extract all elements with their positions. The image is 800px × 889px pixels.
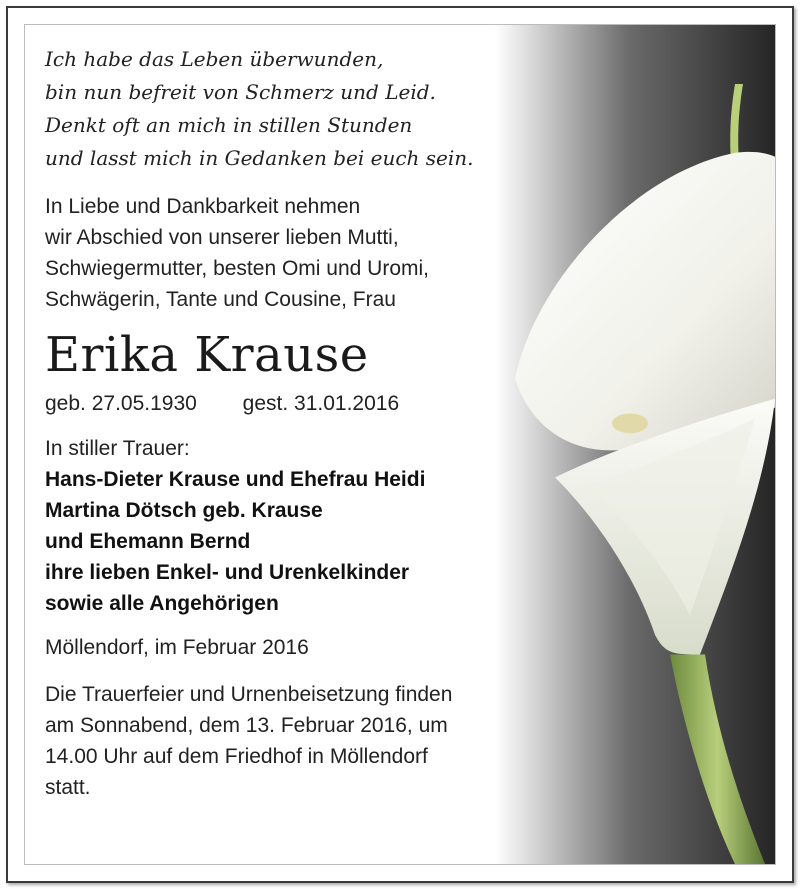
intro-line: wir Abschied von unserer lieben Mutti, (45, 226, 399, 249)
mourner-line: und Ehemann Bernd (45, 530, 251, 553)
funeral-line: Die Trauerfeier und Urnenbeisetzung finden (45, 683, 453, 706)
inner-frame (24, 24, 776, 865)
mourner-line: ihre lieben Enkel- und Urenkelkinder (45, 561, 410, 584)
death-date: gest. 31.01.2016 (242, 392, 400, 415)
poem-line: Ich habe das Leben überwunden, (45, 47, 384, 71)
mourners-list (45, 464, 515, 619)
mourners-heading: In stiller Trauer: (45, 437, 190, 460)
mourner-line: sowie alle Angehörigen (45, 592, 279, 615)
notice-text (45, 43, 515, 803)
calla-lily-image (495, 25, 776, 864)
funeral-info (45, 679, 515, 803)
poem (45, 43, 515, 175)
intro-line: In Liebe und Dankbarkeit nehmen (45, 195, 361, 218)
intro-line: Schwägerin, Tante und Cousine, Frau (45, 288, 396, 311)
poem-line: Denkt oft an mich in stillen Stunden (45, 113, 413, 137)
poem-line: und lasst mich in Gedanken bei euch sein. (45, 146, 474, 170)
intro-text (45, 191, 515, 315)
funeral-line: statt. (45, 776, 91, 799)
mourner-line: Martina Dötsch geb. Krause (45, 499, 323, 522)
mourner-line: Hans-Dieter Krause und Ehefrau Heidi (45, 468, 426, 491)
calla-lily-icon (495, 25, 776, 864)
deceased-name: Erika Krause (45, 327, 369, 383)
funeral-line: am Sonnabend, dem 13. Februar 2016, um (45, 714, 448, 737)
place-date: Möllendorf, im Februar 2016 (45, 636, 309, 659)
intro-line: Schwiegermutter, besten Omi und Uromi, (45, 257, 429, 280)
funeral-line: 14.00 Uhr auf dem Friedhof in Möllendorf (45, 745, 428, 768)
birth-date: geb. 27.05.1930 (45, 392, 197, 415)
life-dates (45, 389, 515, 419)
poem-line: bin nun befreit von Schmerz und Leid. (45, 80, 436, 104)
outer-frame (6, 6, 794, 883)
